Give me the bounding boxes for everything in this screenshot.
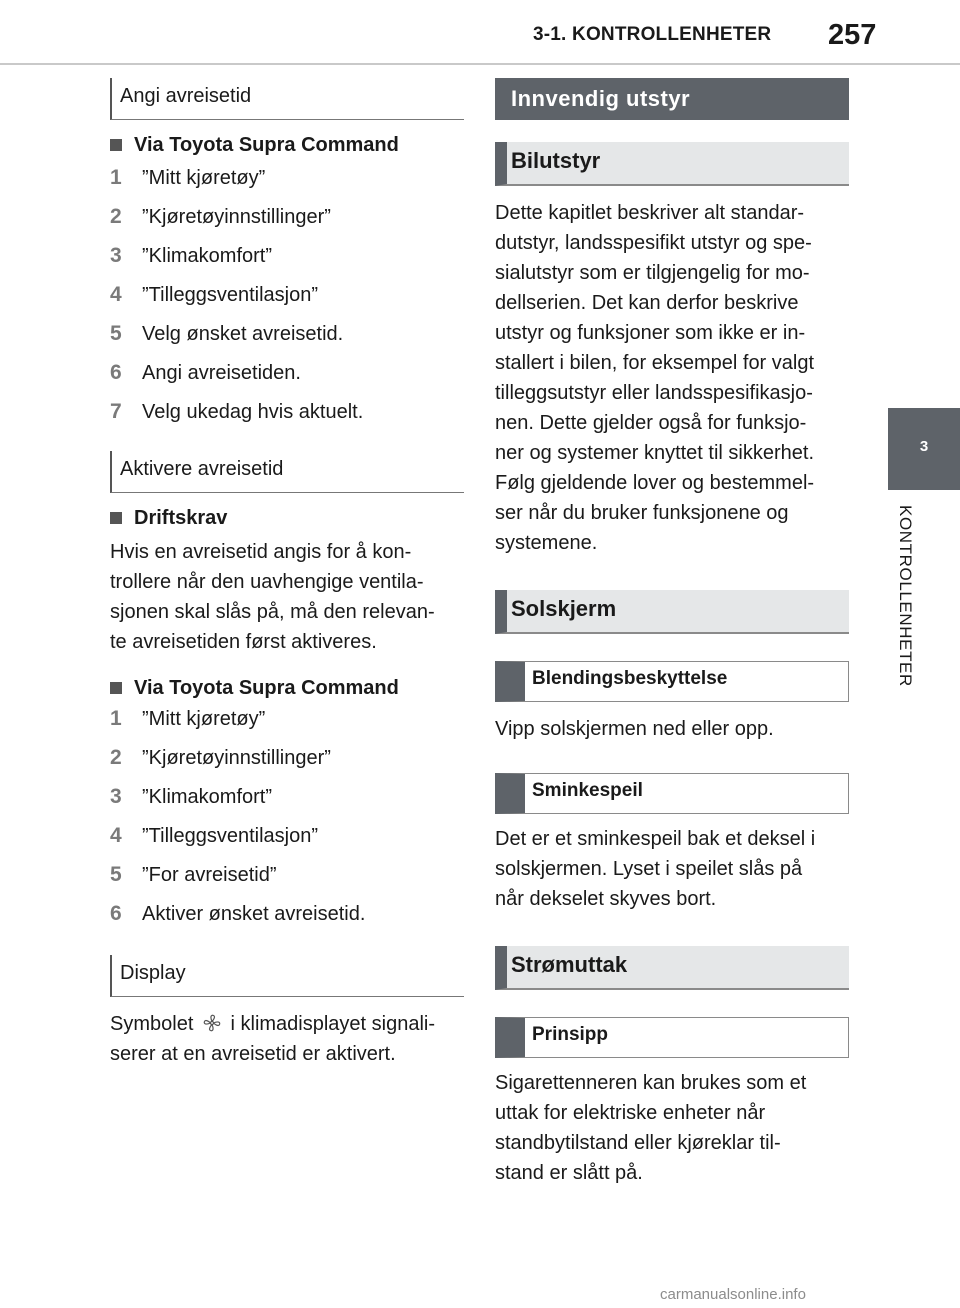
header-rule [0,63,960,65]
box-heading-aktivere: Aktivere avreisetid [110,451,464,493]
paragraph-driftskrav: Hvis en avreisetid angis for å kon- trollere når den uavhengige ventila- sjonen skal slås på, må den relevan- te avreisetiden først aktiveres. [110,541,435,653]
step-item: 1 ”Mitt kjøretøy” [110,166,266,189]
subheading-driftskrav [110,503,464,533]
left-column [110,78,464,1069]
chapter-number: 3 [919,438,929,455]
box-heading-display: Display [110,955,464,997]
step-item: 3 ”Klimakomfort” [110,785,273,808]
square-bullet-icon [110,512,122,524]
subheading-via-command-1 [110,130,464,160]
step-item: 6 Aktiver ønsket avreisetid. [110,902,366,925]
paragraph-display: Symbolet i klimadisplayet signali- serer at en avreisetid er aktivert. [110,1013,436,1065]
step-item: 4 ”Tilleggsventilasjon” [110,283,318,306]
step-item: 4 ”Tilleggsventilasjon” [110,824,318,847]
subheading-text: Driftskrav [134,506,228,529]
section-heading-innvendig: Innvendig utstyr [495,78,849,120]
step-list-1 [110,166,464,439]
step-item: 1 ”Mitt kjøretøy” [110,707,266,730]
subsection-solskjerm: Solskjerm [495,590,849,634]
step-item: 3 ”Klimakomfort” [110,244,273,267]
step-item: 5 ”For avreisetid” [110,863,277,886]
step-item: 7 Velg ukedag hvis aktuelt. [110,400,364,423]
step-list-2 [110,707,464,941]
chapter-label: KONTROLLENHETER [896,505,915,687]
chapter-tab [888,408,960,490]
paragraph-blending: Vipp solskjermen ned eller opp. [495,718,774,740]
box-blendingsbeskyttelse: Blendingsbeskyttelse [495,661,849,702]
subheading-text: Via Toyota Supra Command [134,133,399,156]
right-column [495,78,849,1188]
subsection-stromuttak: Strømuttak [495,946,849,990]
subheading-text: Via Toyota Supra Command [134,676,399,699]
subheading-via-command-2 [110,673,464,703]
step-item: 6 Angi avreisetiden. [110,361,301,384]
step-item: 2 ”Kjøretøyinnstillinger” [110,205,331,228]
fan-icon [202,1013,222,1033]
section-title: 3-1. KONTROLLENHETER [533,24,772,45]
square-bullet-icon [110,139,122,151]
box-prinsipp: Prinsipp [495,1017,849,1058]
step-item: 5 Velg ønsket avreisetid. [110,322,344,345]
subsection-bilutstyr: Bilutstyr [495,142,849,186]
paragraph-bilutstyr: Dette kapitlet beskriver alt standar- dutstyr, landsspesifikt utstyr og spe- sialutstyr som er tilgjengelig for mo- dellserien. Det kan derfor beskrive utstyr og funksjoner som ikke er in- stallert i bilen, for eksempel for valgt tilleggsutstyr eller landsspesifikasjo- nen. Dette gjelder også for funksjo- ner og systemer knyttet til sikkerhet. Følg gjeldende lover og bestemmel- ser når du bruker funksjonene og systemene. [495,202,815,554]
watermark: carmanualsonline.info [660,1286,806,1303]
box-heading-angi: Angi avreisetid [110,78,464,120]
paragraph-prinsipp: Sigarettenneren kan brukes som et uttak for elektriske enheter når standbytilstand eller kjøreklar til- stand er slått på. [495,1072,807,1184]
page-number: 257 [828,19,877,51]
step-item: 2 ”Kjøretøyinnstillinger” [110,746,331,769]
box-sminkespeil: Sminkespeil [495,773,849,814]
paragraph-sminkespeil: Det er et sminkespeil bak et deksel i solskjermen. Lyset i speilet slås på når dekselet skyves bort. [495,828,816,910]
square-bullet-icon [110,682,122,694]
